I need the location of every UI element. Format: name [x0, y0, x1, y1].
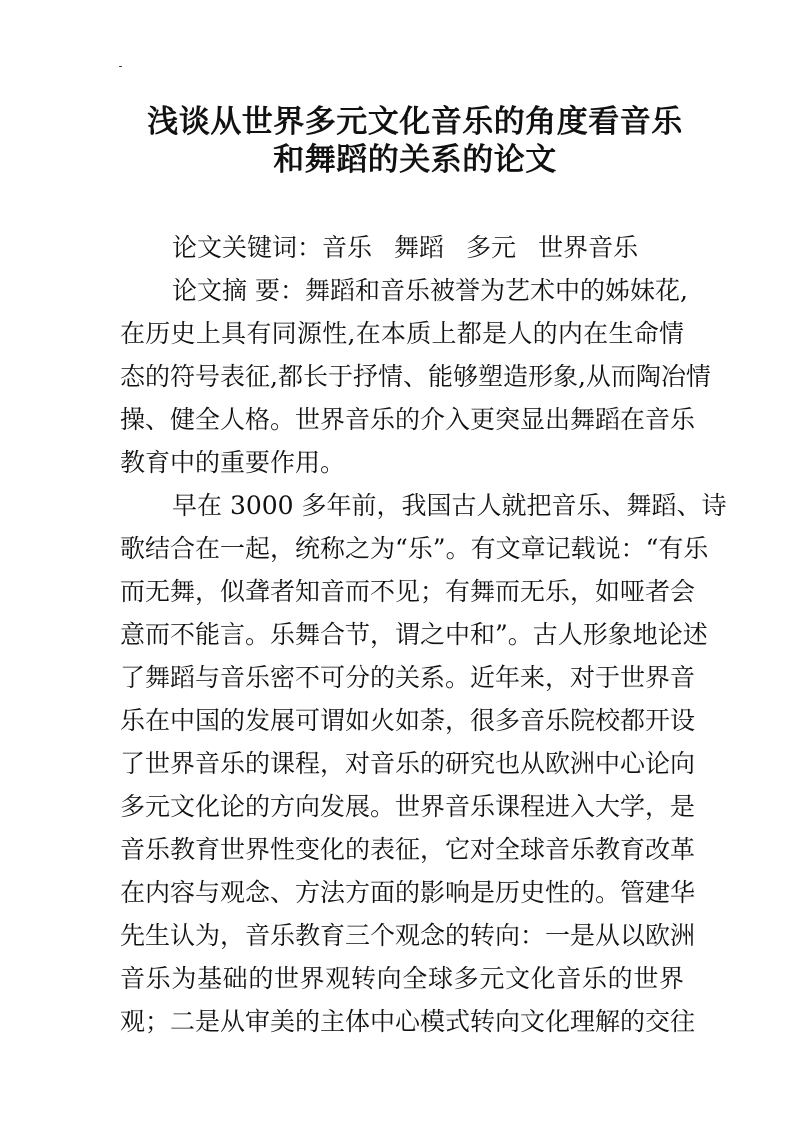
header-mark [119, 66, 122, 67]
paragraph-line: 观；二是从审美的主体中心模式转向文化理解的交往 [120, 1007, 696, 1036]
keywords-label: 论文关键词： [172, 233, 323, 262]
abstract-line: 态的符号表征,都长于抒情、能够塑造形象,从而陶冶情 [120, 362, 711, 391]
abstract-line: 在历史上具有同源性,在本质上都是人的内在生命情 [120, 319, 684, 348]
paragraph-line: 歌结合在一起，统称之为“乐”。有文章记载说：“有乐 [120, 534, 709, 563]
paragraph-line: 在内容与观念、方法方面的影响是历史性的。管建华 [120, 878, 696, 907]
keyword: 世界音乐 [538, 233, 639, 262]
abstract-line: 论文摘 要：舞蹈和音乐被誉为艺术中的姊妹花, [172, 276, 688, 305]
body-paragraph [120, 484, 727, 1043]
keyword: 多元 [466, 233, 517, 262]
document-title-line-2: 和舞蹈的关系的论文 [273, 142, 557, 178]
paragraph-line: 早在 3000 多年前，我国古人就把音乐、舞蹈、诗 [172, 491, 727, 520]
paragraph-line: 了世界音乐的课程，对音乐的研究也从欧洲中心论向 [120, 749, 696, 778]
paragraph-line: 音乐为基础的世界观转向全球多元文化音乐的世界 [120, 964, 684, 993]
paragraph-line: 乐在中国的发展可谓如火如荼，很多音乐院校都开设 [120, 706, 696, 735]
abstract-line: 教育中的重要作用。 [120, 448, 346, 477]
paragraph-line: 意而不能言。乐舞合节，谓之中和”。古人形象地论述 [120, 620, 708, 649]
paragraph-line: 多元文化论的方向发展。世界音乐课程进入大学，是 [120, 792, 696, 821]
paragraph-line: 先生认为，音乐教育三个观念的转向：一是从以欧洲 [120, 921, 696, 950]
document-title-line-1: 浅谈从世界多元文化音乐的角度看音乐 [147, 104, 683, 140]
keyword: 音乐 [322, 233, 373, 262]
keywords-line [120, 226, 684, 269]
document-body [120, 226, 727, 1043]
paragraph-line: 而无舞，似聋者知音而不见；有舞而无乐，如哑者会 [120, 577, 696, 606]
paragraph-line: 了舞蹈与音乐密不可分的关系。近年来，对于世界音 [120, 663, 696, 692]
paragraph-line: 音乐教育世界性变化的表征，它对全球音乐教育改革 [120, 835, 696, 864]
abstract [120, 269, 711, 484]
keyword: 舞蹈 [394, 233, 445, 262]
abstract-line: 操、健全人格。世界音乐的介入更突显出舞蹈在音乐 [120, 405, 696, 434]
